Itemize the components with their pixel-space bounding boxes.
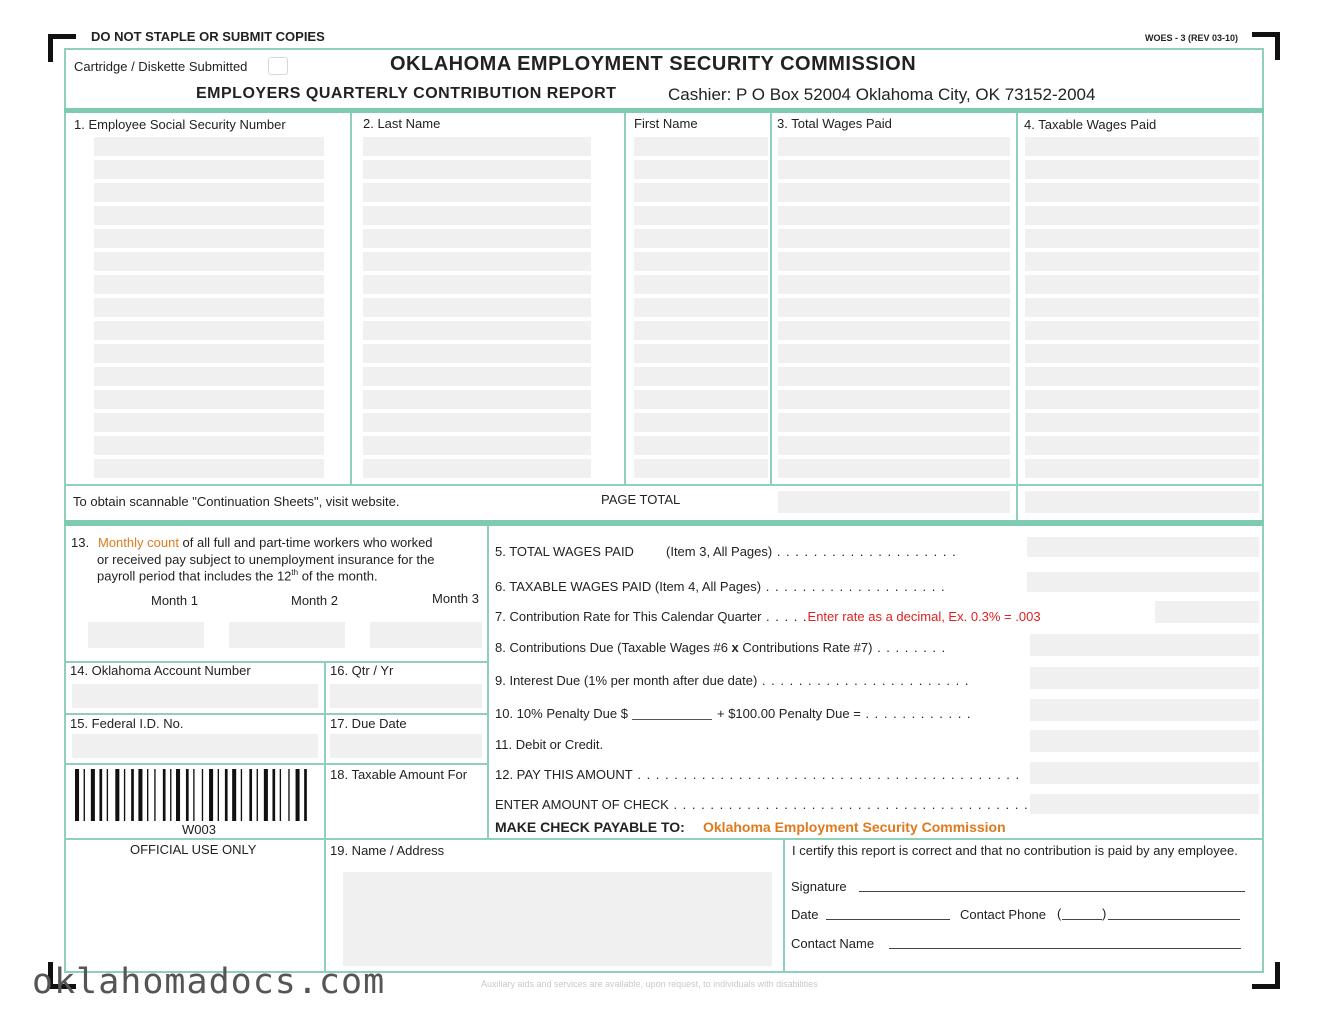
- item19-label: 19. Name / Address: [330, 843, 445, 858]
- row-11-ssn-field[interactable]: [94, 367, 324, 386]
- item13-line1-rest: of all full and part-time workers who worked: [178, 535, 433, 550]
- row-11-first-name-field[interactable]: [634, 367, 768, 386]
- item7-text: 7. Contribution Rate for This Calendar Quarter: [495, 609, 762, 624]
- official-use-label: OFFICIAL USE ONLY: [130, 842, 257, 857]
- row-11-taxable-wages-field[interactable]: [1025, 367, 1259, 386]
- row-8-taxable-wages-field[interactable]: [1025, 298, 1259, 317]
- federal-id-field[interactable]: [72, 734, 318, 758]
- barcode-bar: [241, 769, 242, 821]
- signature-line[interactable]: [859, 891, 1245, 892]
- barcode-bar: [209, 769, 213, 821]
- row-4-first-name-field[interactable]: [634, 206, 768, 225]
- item17-label: 17. Due Date: [330, 716, 407, 731]
- col-divider-2: [624, 113, 626, 485]
- item8-text-b: Contributions Rate #7): [738, 640, 873, 655]
- barcode-bar: [202, 769, 203, 821]
- row-6-first-name-field[interactable]: [634, 252, 768, 271]
- row-5-last-name-field[interactable]: [363, 229, 591, 248]
- bottom-vdivider-2: [783, 840, 785, 973]
- cashier-address: Cashier: P O Box 52004 Oklahoma City, OK 73152-2004: [668, 85, 1096, 104]
- date-line[interactable]: [826, 919, 950, 920]
- row-14-taxable-wages-field[interactable]: [1025, 436, 1259, 455]
- corner-mark-top-left-v: [48, 34, 53, 62]
- item10-text-b: + $100.00 Penalty Due =: [717, 706, 861, 721]
- item15-label: 15. Federal I.D. No.: [70, 716, 184, 731]
- item9-label: 9. Interest Due (1% per month after due date) . . . . . . . . . . . . . . . . . . . . . . .: [495, 673, 970, 688]
- row-11-total-wages-field[interactable]: [778, 367, 1010, 386]
- row-12-last-name-field[interactable]: [363, 390, 591, 409]
- row-14-total-wages-field[interactable]: [778, 436, 1010, 455]
- barcode-bar: [296, 769, 300, 821]
- mid-separator: [64, 520, 1264, 526]
- phone-close-paren: ): [1102, 906, 1107, 921]
- barcode-bar: [225, 769, 228, 821]
- continuation-note: To obtain scannable "Continuation Sheets", visit website.: [73, 494, 400, 509]
- row-12-total-wages-field[interactable]: [778, 390, 1010, 409]
- item8-label: 8. Contributions Due (Taxable Wages #6 x Contributions Rate #7) . . . . . . . .: [495, 640, 947, 655]
- item13-line1: [98, 535, 433, 550]
- row-5-taxable-wages-field[interactable]: [1025, 229, 1259, 248]
- col-divider-4: [1016, 113, 1018, 521]
- bottom-section-top: [64, 838, 1264, 840]
- phone-number-line[interactable]: [1108, 919, 1240, 920]
- bottom-vdivider-1: [324, 840, 326, 973]
- page-total-taxable-field[interactable]: [1025, 491, 1259, 513]
- row-6-total-wages-field[interactable]: [778, 252, 1010, 271]
- row-4-taxable-wages-field[interactable]: [1025, 206, 1259, 225]
- qtr-yr-field[interactable]: [330, 684, 482, 708]
- no-staple-notice: DO NOT STAPLE OR SUBMIT COPIES: [91, 29, 325, 44]
- item13-line3: [97, 568, 378, 583]
- row-7-first-name-field[interactable]: [634, 275, 768, 294]
- pay-amount-field[interactable]: [1030, 762, 1259, 784]
- row-8-ssn-field[interactable]: [94, 298, 324, 317]
- item8-text-a: 8. Contributions Due (Taxable Wages #6: [495, 640, 732, 655]
- item6-label: 6. TAXABLE WAGES PAID (Item 4, All Pages) . . . . . . . . . . . . . . . . . . . .: [495, 579, 946, 594]
- item13-line2: or received pay subject to unemployment insurance for the: [97, 552, 435, 567]
- item12-label: 12. PAY THIS AMOUNT . . . . . . . . . . . . . . . . . . . . . . . . . . . . . . . . . . . . . . . . . .: [495, 767, 1021, 782]
- phone-label: Contact Phone: [960, 907, 1047, 922]
- row-13-last-name-field[interactable]: [363, 413, 591, 432]
- row-7-ssn-field[interactable]: [94, 275, 324, 294]
- row-2-ssn-field[interactable]: [94, 160, 324, 179]
- item7-label: 7. Contribution Rate for This Calendar Quarter . . . . .Enter rate as a decimal, Ex. 0.3% = .003: [495, 609, 1041, 624]
- contact-name-line[interactable]: [889, 948, 1241, 949]
- signature-label: Signature: [791, 879, 847, 894]
- item5-label: 5. TOTAL WAGES PAID: [495, 544, 634, 559]
- barcode-bar: [193, 769, 194, 821]
- row-3-ssn-field[interactable]: [94, 183, 324, 202]
- barcode-bar: [99, 769, 102, 821]
- row-9-taxable-wages-field[interactable]: [1025, 321, 1259, 340]
- certify-text: I certify this report is correct and that no contribution is paid by any employee.: [792, 843, 1238, 858]
- row-13-total-wages-field[interactable]: [778, 413, 1010, 432]
- barcode-bar: [170, 769, 171, 821]
- row-13-taxable-wages-field[interactable]: [1025, 413, 1259, 432]
- row-8-total-wages-field[interactable]: [778, 298, 1010, 317]
- barcode-bar: [288, 769, 289, 821]
- row-6-ssn-field[interactable]: [94, 252, 324, 271]
- phone-area-line[interactable]: [1062, 919, 1102, 920]
- barcode-bar: [138, 769, 142, 821]
- row-3-last-name-field[interactable]: [363, 183, 591, 202]
- barcode-bar: [131, 769, 134, 821]
- form-subtitle: EMPLOYERS QUARTERLY CONTRIBUTION REPORT: [196, 85, 617, 102]
- barcode-bar: [115, 769, 119, 821]
- barcode-bar: [84, 769, 85, 821]
- row-8-last-name-field[interactable]: [363, 298, 591, 317]
- item14-label: 14. Oklahoma Account Number: [70, 663, 251, 678]
- row-15-first-name-field[interactable]: [634, 459, 768, 478]
- barcode-bar: [147, 769, 148, 821]
- row-14-first-name-field[interactable]: [634, 436, 768, 455]
- row-13-first-name-field[interactable]: [634, 413, 768, 432]
- item18-label: 18. Taxable Amount For: [330, 767, 468, 782]
- row-10-first-name-field[interactable]: [634, 344, 768, 363]
- item13-number: 13.: [71, 535, 90, 550]
- barcode: [73, 769, 313, 821]
- corner-mark-top-right-v: [1275, 32, 1280, 60]
- contact-name-label: Contact Name: [791, 936, 875, 951]
- account-number-field[interactable]: [72, 684, 318, 708]
- row-7-last-name-field[interactable]: [363, 275, 591, 294]
- lower-vdivider: [487, 526, 489, 840]
- row-9-ssn-field[interactable]: [94, 321, 324, 340]
- col-total-wages-label: 3. Total Wages Paid: [777, 116, 892, 131]
- auxiliary-note: Auxiliary aids and services are available, upon request, to individuals with disabilities: [481, 979, 818, 989]
- row-14-last-name-field[interactable]: [363, 436, 591, 455]
- item14-vdivider: [324, 661, 326, 840]
- item13-line3a: payroll period that includes the 12: [97, 568, 292, 584]
- cartridge-label: Cartridge / Diskette Submitted: [74, 59, 248, 74]
- month2-label: Month 2: [291, 593, 338, 608]
- barcode-bar: [232, 769, 236, 821]
- row-9-last-name-field[interactable]: [363, 321, 591, 340]
- barcode-bar: [280, 769, 281, 821]
- frame-left: [64, 48, 66, 973]
- barcode-bar: [176, 769, 180, 821]
- check-amount-label: ENTER AMOUNT OF CHECK . . . . . . . . . . . . . . . . . . . . . . . . . . . . . . . . . . . . . . .: [495, 797, 1029, 812]
- month1-field[interactable]: [88, 622, 204, 648]
- row-15-last-name-field[interactable]: [363, 459, 591, 478]
- frame-top: [64, 48, 1264, 50]
- row-2-total-wages-field[interactable]: [778, 160, 1010, 179]
- row-2-first-name-field[interactable]: [634, 160, 768, 179]
- item16-label: 16. Qtr / Yr: [330, 663, 394, 678]
- barcode-bar: [75, 769, 79, 821]
- row-15-ssn-field[interactable]: [94, 459, 324, 478]
- item13-line3b: of the month.: [298, 568, 378, 584]
- item12-text: 12. PAY THIS AMOUNT: [495, 767, 633, 782]
- item13-highlight: Monthly count: [98, 535, 179, 550]
- barcode-bar: [186, 769, 189, 821]
- payable-to: Oklahoma Employment Security Commission: [703, 819, 1006, 835]
- item10-label-a: 10. 10% Penalty Due $: [495, 706, 628, 721]
- row-8-first-name-field[interactable]: [634, 298, 768, 317]
- page-total-top: [64, 484, 1264, 486]
- row-5-ssn-field[interactable]: [94, 229, 324, 248]
- month2-field[interactable]: [229, 622, 345, 648]
- row-5-first-name-field[interactable]: [634, 229, 768, 248]
- barcode-code: W003: [182, 822, 216, 837]
- corner-mark-bottom-right-v: [1275, 962, 1280, 989]
- row-7-total-wages-field[interactable]: [778, 275, 1010, 294]
- header-separator: [64, 108, 1264, 113]
- month3-field[interactable]: [370, 622, 482, 648]
- total-wages-field[interactable]: [1027, 537, 1259, 557]
- item13-sup: th: [291, 568, 299, 577]
- item11-label: 11. Debit or Credit.: [495, 737, 604, 752]
- row-12-taxable-wages-field[interactable]: [1025, 390, 1259, 409]
- row-9-first-name-field[interactable]: [634, 321, 768, 340]
- row-7-taxable-wages-field[interactable]: [1025, 275, 1259, 294]
- month1-label: Month 1: [151, 593, 198, 608]
- item18-top: [64, 763, 488, 765]
- col-last-name-label: 2. Last Name: [363, 116, 441, 131]
- row-3-taxable-wages-field[interactable]: [1025, 183, 1259, 202]
- barcode-bar: [91, 769, 95, 821]
- row-6-last-name-field[interactable]: [363, 252, 591, 271]
- col-first-name-label: First Name: [634, 116, 698, 131]
- row-6-taxable-wages-field[interactable]: [1025, 252, 1259, 271]
- barcode-bar: [218, 769, 219, 821]
- debit-credit-field[interactable]: [1030, 730, 1259, 752]
- barcode-bar: [107, 769, 108, 821]
- due-date-field[interactable]: [330, 734, 482, 758]
- check-amount-text: ENTER AMOUNT OF CHECK: [495, 797, 669, 812]
- watermark-text: oklahomadocs.com: [32, 962, 386, 1002]
- row-2-taxable-wages-field[interactable]: [1025, 160, 1259, 179]
- col-divider-3: [770, 113, 772, 485]
- item8-x: x: [731, 640, 739, 655]
- contribution-rate-field[interactable]: [1155, 601, 1259, 623]
- cartridge-checkbox[interactable]: [268, 57, 288, 75]
- item15-top: [64, 713, 488, 715]
- row-2-last-name-field[interactable]: [363, 160, 591, 179]
- row-12-first-name-field[interactable]: [634, 390, 768, 409]
- interest-due-field[interactable]: [1030, 667, 1259, 689]
- barcode-bar: [257, 769, 258, 821]
- item7-note: Enter rate as a decimal, Ex. 0.3% = .003: [807, 609, 1041, 624]
- row-3-total-wages-field[interactable]: [778, 183, 1010, 202]
- barcode-bar: [272, 769, 275, 821]
- row-1-taxable-wages-field[interactable]: [1025, 137, 1259, 156]
- form-id: WOES - 3 (REV 03-10): [1145, 33, 1239, 43]
- row-10-total-wages-field[interactable]: [778, 344, 1010, 363]
- penalty-input-line[interactable]: [632, 719, 712, 720]
- payable-label: MAKE CHECK PAYABLE TO:: [495, 819, 685, 835]
- month3-label: Month 3: [432, 591, 479, 606]
- barcode-bar: [264, 769, 268, 821]
- frame-right: [1262, 48, 1264, 973]
- row-15-taxable-wages-field[interactable]: [1025, 459, 1259, 478]
- col-divider-1: [350, 113, 352, 485]
- item6-text: 6. TAXABLE WAGES PAID (Item 4, All Pages): [495, 579, 762, 594]
- row-4-last-name-field[interactable]: [363, 206, 591, 225]
- barcode-bar: [304, 769, 307, 821]
- date-label: Date: [791, 907, 819, 922]
- row-3-first-name-field[interactable]: [634, 183, 768, 202]
- row-1-first-name-field[interactable]: [634, 137, 768, 156]
- row-1-ssn-field[interactable]: [94, 137, 324, 156]
- item9-text: 9. Interest Due (1% per month after due date): [495, 673, 758, 688]
- phone-open-paren: (: [1057, 906, 1062, 921]
- row-9-total-wages-field[interactable]: [778, 321, 1010, 340]
- name-address-field[interactable]: [343, 872, 772, 966]
- item5-note-text: (Item 3, All Pages): [666, 544, 773, 559]
- contributions-due-field[interactable]: [1030, 634, 1259, 656]
- row-4-total-wages-field[interactable]: [778, 206, 1010, 225]
- form-title: OKLAHOMA EMPLOYMENT SECURITY COMMISSION: [390, 53, 917, 75]
- row-14-ssn-field[interactable]: [94, 436, 324, 455]
- row-5-total-wages-field[interactable]: [778, 229, 1010, 248]
- row-1-total-wages-field[interactable]: [778, 137, 1010, 156]
- barcode-bar: [163, 769, 166, 821]
- row-10-taxable-wages-field[interactable]: [1025, 344, 1259, 363]
- col-ssn-label: 1. Employee Social Security Number: [74, 117, 286, 132]
- row-13-ssn-field[interactable]: [94, 413, 324, 432]
- item10-label-b: + $100.00 Penalty Due = . . . . . . . . . . . .: [717, 706, 972, 721]
- barcode-bar: [249, 769, 252, 821]
- row-4-ssn-field[interactable]: [94, 206, 324, 225]
- penalty-due-field[interactable]: [1030, 699, 1259, 721]
- row-12-ssn-field[interactable]: [94, 390, 324, 409]
- row-11-last-name-field[interactable]: [363, 367, 591, 386]
- col-taxable-wages-label: 4. Taxable Wages Paid: [1024, 117, 1157, 132]
- taxable-wages-field[interactable]: [1027, 572, 1259, 592]
- row-15-total-wages-field[interactable]: [778, 459, 1010, 478]
- barcode-bar: [154, 769, 155, 821]
- row-1-last-name-field[interactable]: [363, 137, 591, 156]
- item5-note: (Item 3, All Pages) . . . . . . . . . . . . . . . . . . . .: [666, 544, 957, 559]
- check-amount-field[interactable]: [1030, 794, 1259, 814]
- page-total-label: PAGE TOTAL: [601, 492, 681, 507]
- row-10-last-name-field[interactable]: [363, 344, 591, 363]
- page-total-wages-field[interactable]: [778, 491, 1010, 513]
- row-10-ssn-field[interactable]: [94, 344, 324, 363]
- barcode-bar: [124, 769, 125, 821]
